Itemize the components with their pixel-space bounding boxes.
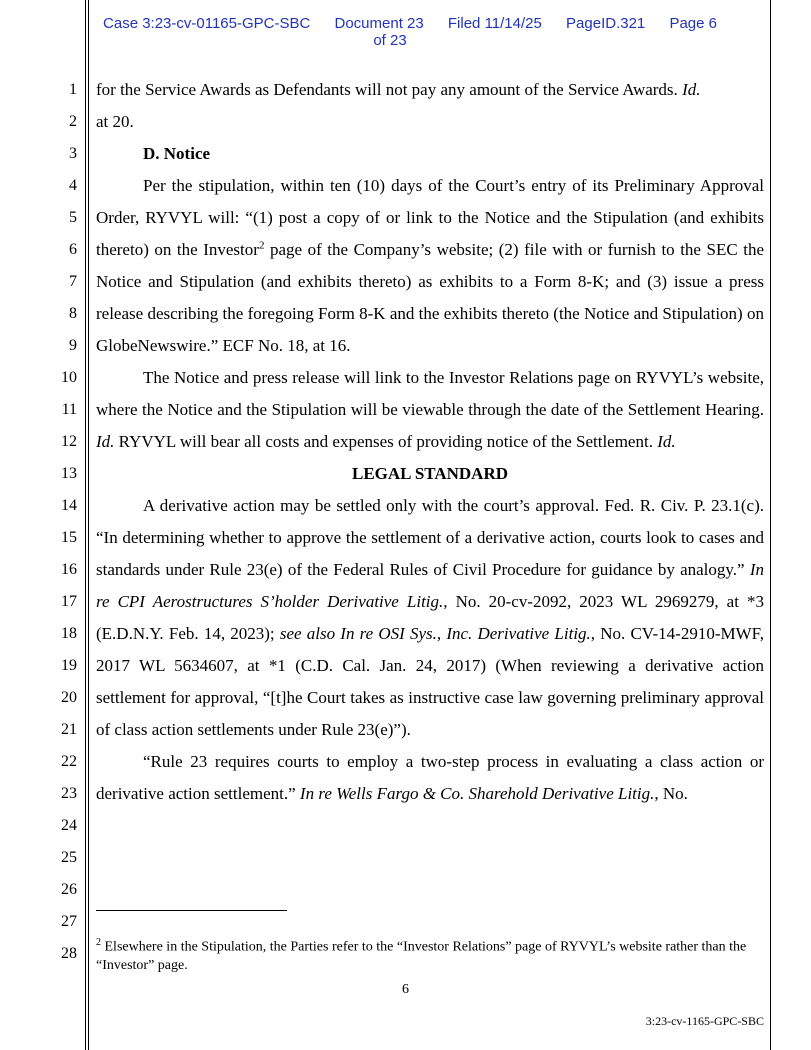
line-number: 14 xyxy=(61,497,77,514)
notice-paragraph-part-1: Per the stipulation, within ten (10) days of the Court’s entry of its Preliminary Approval Order, RYVYL will: “(1) post a copy of or link to the Notice and the Stipulation (and exhibits thereto) on the Investor xyxy=(96,176,764,259)
service-awards-line xyxy=(96,74,764,106)
ecf-header-line-1 xyxy=(70,15,750,32)
body-text xyxy=(96,74,764,810)
section-heading-notice: D. Notice xyxy=(143,144,211,163)
footnote-text: Elsewhere in the Stipulation, the Parties refer to the “Investor Relations” page of RYVYL’s website rather than the “Investor” page. xyxy=(96,939,747,973)
line-number: 9 xyxy=(69,337,77,354)
footnote xyxy=(96,934,764,975)
ecf-header xyxy=(70,15,750,49)
header-page: Page 6 xyxy=(669,15,717,32)
rule-paragraph-part-2: , No. xyxy=(654,784,688,803)
left-margin-rule-2 xyxy=(88,0,89,1050)
header-filed: Filed 11/14/25 xyxy=(447,15,542,32)
footer-case-number: 3:23-cv-1165-GPC-SBC xyxy=(645,1014,764,1028)
line-number: 21 xyxy=(61,721,77,738)
line-number: 26 xyxy=(61,881,77,898)
service-awards-text: for the Service Awards as Defendants will not pay any amount of the Service Awards. xyxy=(96,80,678,99)
page-number: 6 xyxy=(402,982,409,997)
line-number: 8 xyxy=(69,305,77,322)
line-number: 19 xyxy=(61,657,77,674)
line-number: 27 xyxy=(61,913,77,930)
case-citation: In re CPI Aerostructures S’holder Derivative Litig. xyxy=(96,560,765,611)
header-case: Case 3:23-cv-01165-GPC-SBC xyxy=(103,15,311,32)
line-number: 6 xyxy=(69,241,77,258)
line-number: 24 xyxy=(61,817,77,834)
line-number: 28 xyxy=(61,945,77,962)
line-number: 12 xyxy=(61,433,77,450)
line-number: 7 xyxy=(69,273,77,290)
rule-paragraph-part-1: “Rule 23 requires courts to employ a two-step process in evaluating a class action or derivative action settlement.” xyxy=(96,752,764,803)
header-pageid: PageID.321 xyxy=(566,15,646,32)
line-number: 1 xyxy=(69,81,77,98)
right-margin-rule xyxy=(770,0,771,1050)
line-number: 18 xyxy=(61,625,77,642)
id-citation: Id. xyxy=(682,80,701,99)
header-document: Document 23 xyxy=(334,15,424,32)
footnote-divider xyxy=(96,910,287,911)
case-citation: In re Wells Fargo & Co. Sharehold Derivative Litig. xyxy=(299,784,655,803)
rule-23-paragraph xyxy=(96,746,764,810)
service-awards-line-2: at 20. xyxy=(96,112,134,131)
press-paragraph-part-2: RYVYL will bear all costs and expenses of providing notice of the Settlement. xyxy=(114,432,653,451)
id-citation: Id. xyxy=(657,432,676,451)
legal-paragraph-part-2: , No. 20-cv-2092, 2023 WL 2969279, at *3 (E.D.N.Y. Feb. 14, 2023); xyxy=(96,592,764,643)
case-citation: see also In re OSI Sys., Inc. Derivative Litig. xyxy=(279,624,591,643)
id-citation: Id. xyxy=(96,432,115,451)
line-number: 13 xyxy=(61,465,77,482)
press-release-paragraph xyxy=(96,362,764,458)
line-number: 20 xyxy=(61,689,77,706)
line-number: 3 xyxy=(69,145,77,162)
header-of: of 23 xyxy=(373,32,407,49)
line-number: 17 xyxy=(61,593,77,610)
legal-standard-paragraph xyxy=(96,490,764,746)
line-number: 11 xyxy=(61,401,77,418)
notice-paragraph xyxy=(96,170,764,362)
line-number: 15 xyxy=(61,529,77,546)
line-number: 4 xyxy=(69,177,77,194)
line-number: 23 xyxy=(61,785,77,802)
footnote-number: 2 xyxy=(96,937,101,948)
line-number: 2 xyxy=(69,113,77,130)
footnote-reference: 2 xyxy=(258,239,265,252)
line-number: 16 xyxy=(61,561,77,578)
line-number: 10 xyxy=(61,369,77,386)
press-paragraph-part-1: The Notice and press release will link to the Investor Relations page on RYVYL’s website, where the Notice and the Stipulation will be viewable through the date of the Settlement Hearing. xyxy=(96,368,764,419)
line-number: 25 xyxy=(61,849,77,866)
legal-paragraph-part-3: , No. CV-14-2910-MWF, 2017 WL 5634607, at *1 (C.D. Cal. Jan. 24, 2017) (When reviewing a derivative action settlement for approval, “[t]he Court takes as instructive case law governing preliminary approval of class action settlements under Rule 23(e)”). xyxy=(96,624,764,739)
line-number: 5 xyxy=(69,209,77,226)
left-margin-rule-1 xyxy=(85,0,86,1050)
notice-paragraph-part-2: page of the Company’s website; (2) file with or furnish to the SEC the Notice and Stipulation (and exhibits thereto) as exhibits to a Form 8-K; and (3) issue a press release describing the foregoing Form 8-K and the exhibits thereto (the Notice and Stipulation) on GlobeNewswire.” ECF No. 18, at 16. xyxy=(96,240,764,355)
legal-paragraph-part-1: A derivative action may be settled only with the court’s approval. Fed. R. Civ. P. 23.1(c). “In determining whether to approve the settlement of a derivative action, courts look to cases and standards under Rule 23(e) of the Federal Rules of Civil Procedure for guidance by analogy.” xyxy=(96,496,764,579)
section-heading-legal-standard: LEGAL STANDARD xyxy=(351,464,509,483)
line-number: 22 xyxy=(61,753,77,770)
